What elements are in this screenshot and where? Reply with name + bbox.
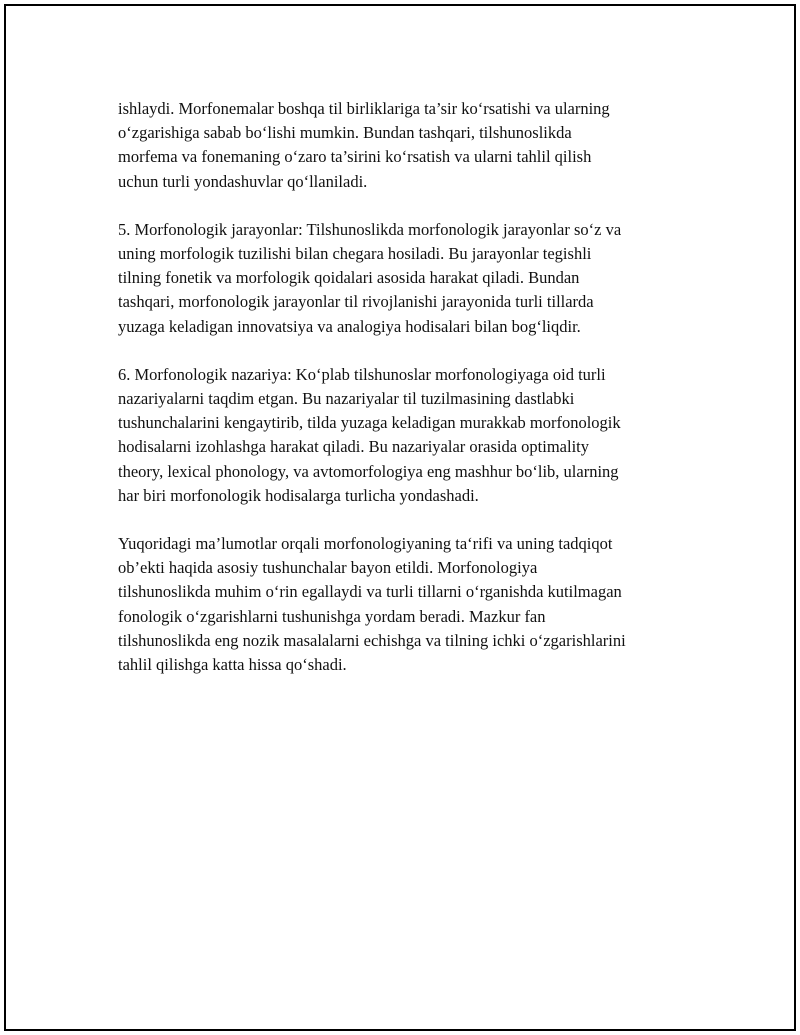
document-body [118,97,693,701]
paragraph-morphonological-processes: 5. Morfonologik jarayonlar: Tilshunoslikda morfonologik jarayonlar so‘z va uning morfologik tuzilishi bilan chegara hosiladi. Bu jarayonlar tegishli tilning fonetik va morfologik qoidalari asosida harakat qiladi. Bundan tashqari, morfonologik jarayonlar til rivojlanishi jarayonida turli tillarda yuzaga keladigan innovatsiya va analogiya hodisalari bilan bog‘liqdir. [118,219,622,336]
paragraph-conclusion: Yuqoridagi ma’lumotlar orqali morfonologiyaning ta‘rifi va uning tadqiqot ob’ekti haqida asosiy tushunchalar bayon etildi. Morfonologiya tilshunoslikda muhim o‘rin egallaydi va turli tillarni o‘rganishda kutilmagan fonologik o‘zgarishlarni tushunishga yordam beradi. Mazkur fan tilshunoslikda eng nozik masalalarni echishga va tilning ichki o‘zgarishlarini tahlil qilishga katta hissa qo‘shadi. [118,534,626,675]
paragraph-morphonemes: ishlaydi. Morfonemalar boshqa til birliklariga ta’sir ko‘rsatishi va ularning o‘zgarishiga sabab bo‘lishi mumkin. Bundan tashqari, tilshunoslikda morfema va fonemaning o‘zaro ta’sirini ko‘rsatish va ularni tahlil qilish uchun turli yondashuvlar qo‘llaniladi. [118,99,610,191]
document-page [4,4,796,1031]
paragraph-morphonological-theory: 6. Morfonologik nazariya: Ko‘plab tilshunoslar morfonologiyaga oid turli nazariyalarni taqdim etgan. Bu nazariyalar til tuzilmasining dastlabki tushunchalarini kengaytirib, tilda yuzaga keladigan murakkab morfonologik hodisalarni izohlashga harakat qiladi. Bu nazariyalar orasida optimality theory, lexical phonology, va avtomorfologiya eng mashhur bo‘lib, ularning har biri morfonologik hodisalarga turlicha yondashadi. [118,364,621,505]
